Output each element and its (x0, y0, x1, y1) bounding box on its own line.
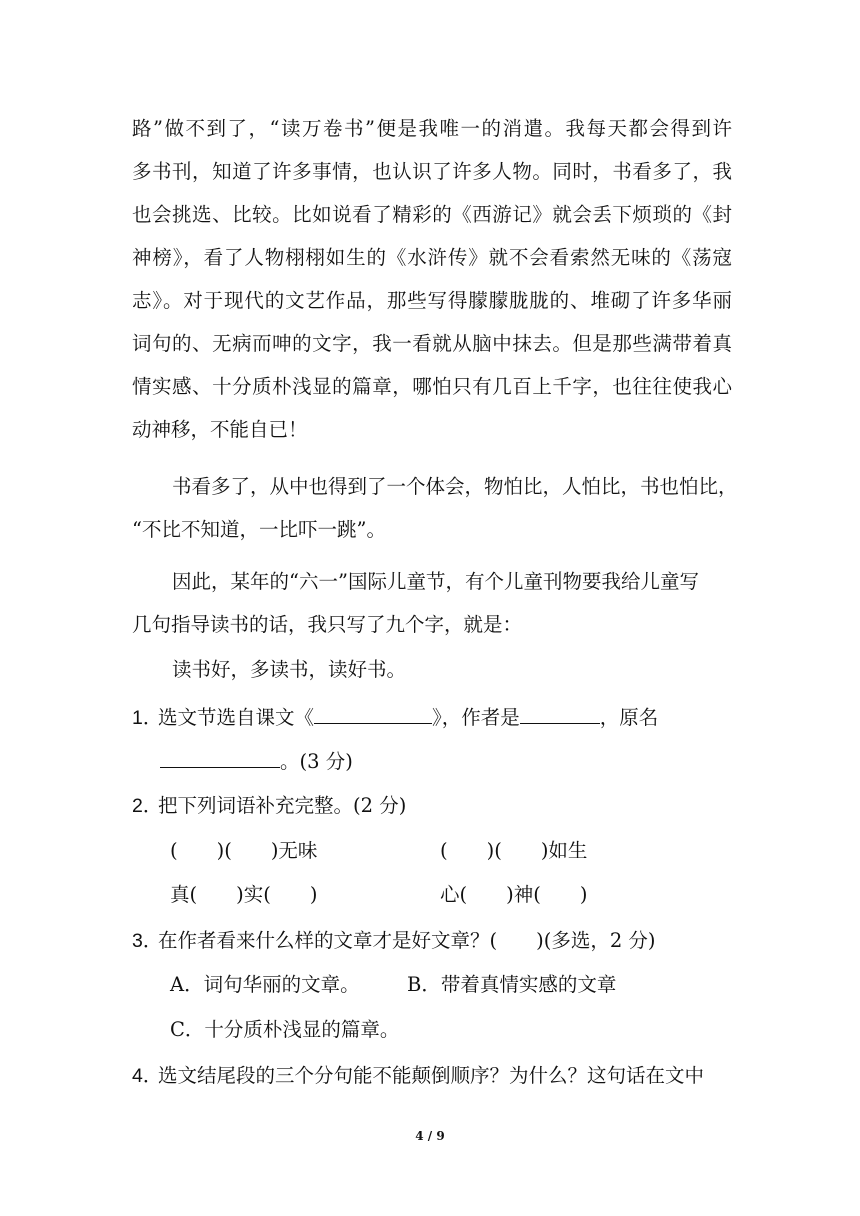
question-text: 选文节选自课文《 (158, 706, 315, 729)
question-text: ，原名 (599, 706, 659, 729)
paragraph-line: 书看多了，从中也得到了一个体会，物怕比，人怕比，书也怕比， (172, 475, 738, 498)
option-a[interactable]: A．词句华丽的文章。 (170, 973, 360, 996)
question-text: 在作者看来什么样的文章才是好文章？( )(多选，2 分) (158, 929, 656, 952)
question-text: 把下列词语补充完整。(2 分) (158, 794, 407, 817)
question-text: 选文结尾段的三个分句能不能颠倒顺序？为什么？这句话在文中 (158, 1064, 705, 1087)
question-1 (132, 703, 732, 731)
question-number: 1． (132, 707, 163, 729)
fill-item[interactable]: 心( )神( ) (440, 883, 588, 906)
paragraph-line: 读书好，多读书，读好书。 (172, 658, 407, 681)
passage-line: 神榜》，看了人物栩栩如生的《水浒传》就不会看索然无味的《荡寇 (132, 246, 732, 269)
passage-line: 词句的、无病而呻的文字，我一看就从脑中抹去。但是那些满带着真 (132, 332, 732, 355)
answer-blank-title[interactable] (314, 703, 432, 724)
question-text: 》，作者是 (432, 706, 520, 729)
fill-item[interactable]: ( )( )如生 (440, 839, 588, 862)
question-2 (132, 793, 732, 819)
passage-line: 路”做不到了，“读万卷书”便是我唯一的消遣。我每天都会得到许 (132, 117, 732, 140)
option-c[interactable]: C．十分质朴浅显的篇章。 (170, 1018, 400, 1041)
answer-blank-author[interactable] (520, 703, 600, 724)
option-b[interactable]: B．带着真情实感的文章 (407, 973, 617, 996)
fill-item[interactable]: 真( )实( ) (170, 883, 318, 906)
question-number: 4． (132, 1065, 163, 1087)
question-text: 。(3 分) (280, 750, 353, 773)
passage-line: 志》。对于现代的文艺作品，那些写得朦朦胧胧的、堆砌了许多华丽 (132, 289, 732, 312)
passage-line: 也会挑选、比较。比如说看了精彩的《西游记》就会丢下烦琐的《封 (132, 203, 732, 226)
fill-item[interactable]: ( )( )无味 (170, 839, 318, 862)
answer-blank-original-name[interactable] (160, 747, 280, 768)
question-3 (132, 928, 732, 954)
question-4 (132, 1063, 732, 1089)
passage-line: 动神移，不能自已！ (132, 418, 308, 441)
page-number: 4 / 9 (415, 1129, 445, 1143)
question-number: 2． (132, 795, 163, 817)
paragraph-line: 因此，某年的“六一”国际儿童节，有个儿童刊物要我给儿童写 (172, 570, 699, 593)
question-1-cont (160, 747, 732, 775)
passage-line: 情实感、十分质朴浅显的篇章，哪怕只有几百上千字，也往往使我心 (132, 375, 732, 398)
question-number: 3． (132, 930, 163, 952)
paragraph-line: “不比不知道，一比吓一跳”。 (132, 518, 386, 541)
paragraph-line: 几句指导读书的话，我只写了九个字，就是： (132, 613, 523, 636)
passage-line: 多书刊，知道了许多事情，也认识了许多人物。同时，书看多了，我 (132, 160, 732, 183)
